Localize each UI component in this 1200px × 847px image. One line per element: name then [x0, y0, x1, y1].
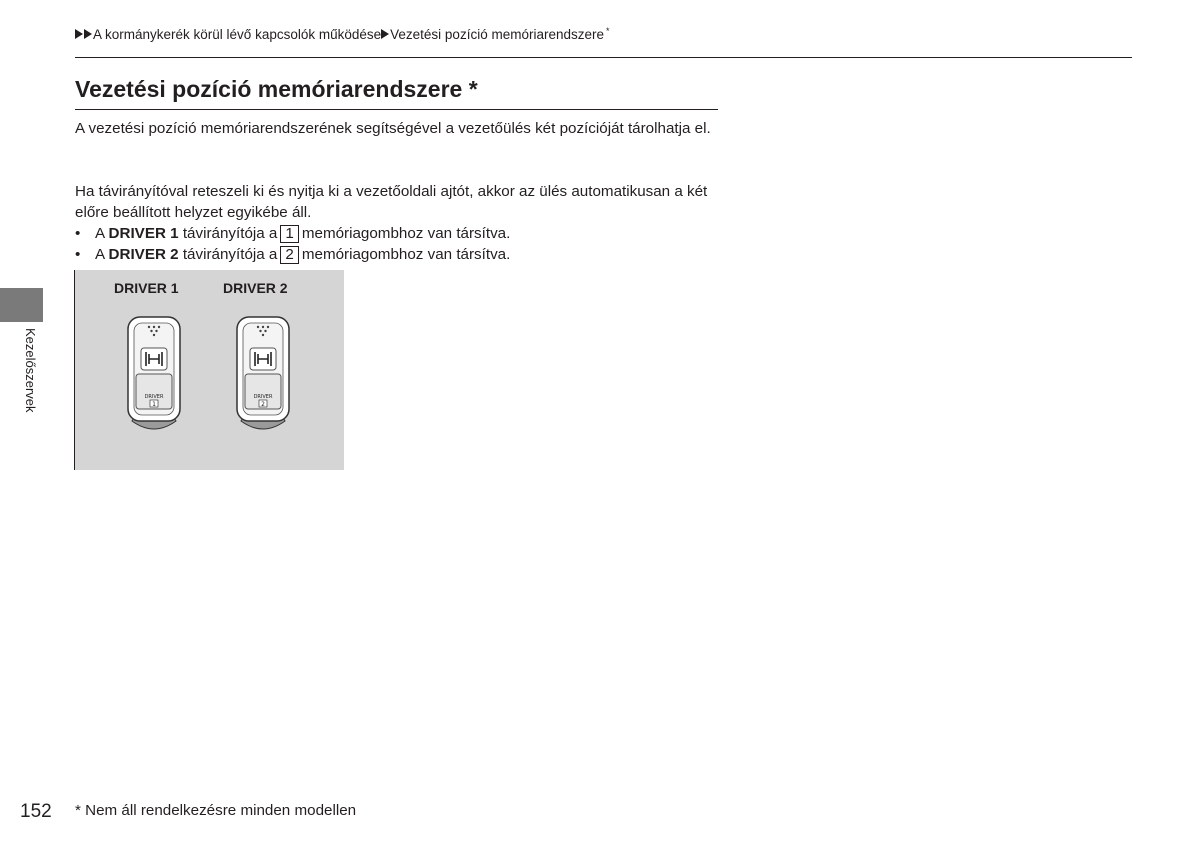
remote-illustration	[74, 270, 344, 470]
description-paragraph: Ha távirányítóval reteszeli ki és nyitja ki a vezetőoldali ajtót, akkor az ülés automatikusan a két előre beállított helyzet egyikébe áll.	[75, 183, 708, 221]
bullet-middle: távirányítója a	[182, 225, 278, 242]
bullet-marker: •	[75, 246, 81, 263]
driver-list	[75, 223, 510, 265]
breadcrumb-arrow-icon	[381, 29, 389, 39]
breadcrumb-item[interactable]: A kormánykerék körül lévő kapcsolók működése	[93, 27, 382, 42]
fob-label: DRIVER	[144, 394, 164, 400]
remote-key-fob-icon	[233, 315, 293, 433]
bullet-suffix: memóriagombhoz van társítva.	[301, 225, 511, 242]
bullet-prefix: A	[95, 246, 105, 263]
list-item	[75, 244, 510, 265]
header-divider	[75, 57, 1132, 58]
fob-number: 1	[152, 401, 156, 408]
breadcrumb-item[interactable]: Vezetési pozíció memóriarendszere	[390, 27, 604, 42]
bullet-marker: •	[75, 225, 81, 242]
section-tab	[0, 288, 43, 322]
intro-paragraph: A vezetési pozíció memóriarendszerének segítségével a vezetőülés két pozícióját tárolhatja el.	[75, 120, 711, 137]
driver-name: DRIVER 1	[108, 225, 179, 242]
remote-key-fob-icon	[124, 315, 184, 433]
list-item	[75, 223, 510, 244]
bullet-suffix: memóriagombhoz van társítva.	[301, 246, 511, 263]
page-title-text: Vezetési pozíció memóriarendszere	[75, 76, 463, 102]
page-title	[75, 76, 478, 103]
title-divider	[75, 109, 718, 110]
memory-button-key: 1	[280, 225, 298, 243]
breadcrumb	[75, 26, 610, 42]
breadcrumb-arrow-icon	[84, 29, 92, 39]
bullet-middle: távirányítója a	[182, 246, 278, 263]
breadcrumb-asterisk: *	[606, 26, 610, 36]
section-label: Kezelőszervek	[23, 328, 38, 413]
fob-number: 2	[261, 401, 265, 408]
figure-label-driver1: DRIVER 1	[114, 280, 179, 296]
page-title-asterisk: *	[468, 76, 478, 102]
breadcrumb-arrow-icon	[75, 29, 83, 39]
driver-name: DRIVER 2	[108, 246, 179, 263]
footnote: * Nem áll rendelkezésre minden modellen	[75, 802, 357, 819]
bullet-prefix: A	[95, 225, 105, 242]
fob-label: DRIVER	[253, 394, 273, 400]
page-number: 152	[20, 801, 52, 822]
memory-button-key: 2	[280, 246, 298, 264]
figure-label-driver2: DRIVER 2	[223, 280, 288, 296]
